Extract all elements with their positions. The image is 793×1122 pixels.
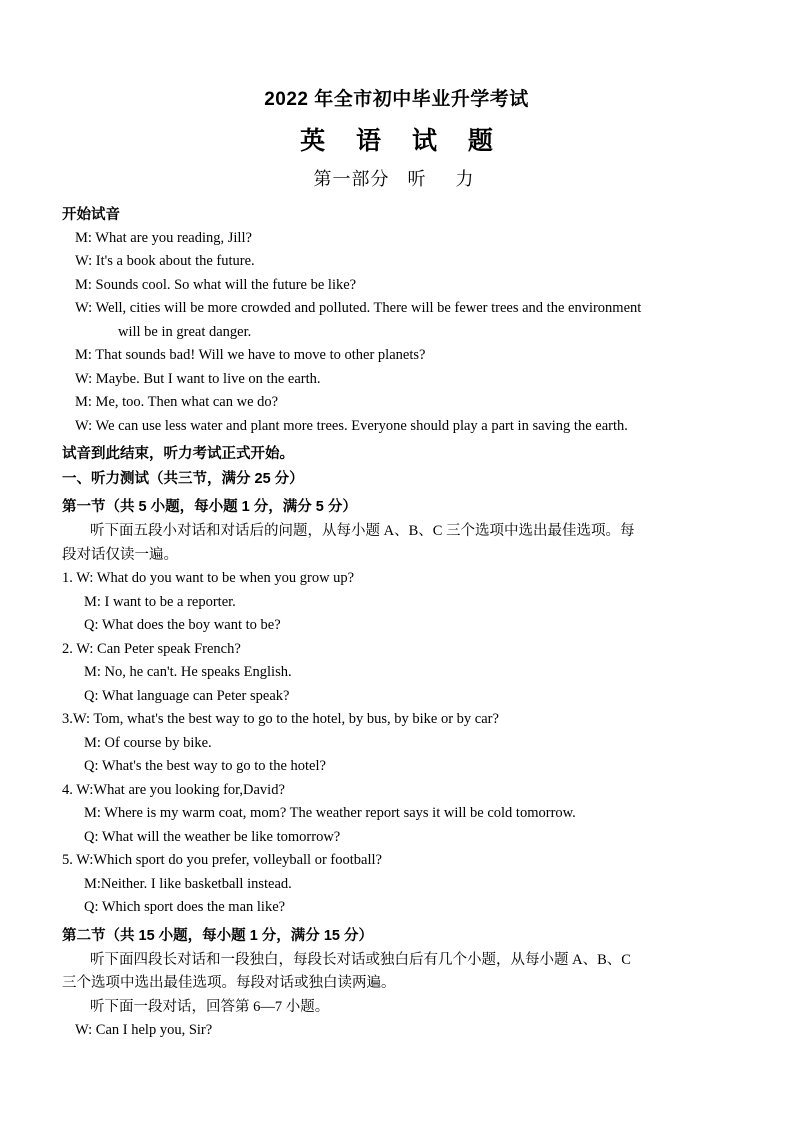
question-prompt: 2. W: Can Peter speak French? <box>62 640 241 657</box>
question-reply: M: Of course by bike. <box>84 734 212 751</box>
part-label: 第一部分 <box>313 169 390 189</box>
part-name: 听 力 <box>407 169 480 189</box>
section-one-heading: 一、听力测试（共三节，满分 25 分） <box>62 471 304 488</box>
question-question: Q: What will the weather be like tomorrow? <box>84 828 341 845</box>
part-two-instruction: 听下面四段长对话和一段独白，每段长对话或独白后有几个小题，从每小题 A、B、C <box>90 952 631 968</box>
part-two-instruction-cont: 三个选项中选出最佳选项。每段对话或独白读两遍。 <box>62 975 396 992</box>
question-reply: M: No, he can't. He speaks English. <box>84 664 292 681</box>
part-one-instruction-cont: 段对话仅读一遍。 <box>62 546 178 563</box>
dialog-line: M: What are you reading, Jill? <box>75 230 252 246</box>
subject-title: 英 语 试 题 <box>300 127 505 155</box>
part-one-instruction: 听下面五段小对话和对话后的问题，从每小题 A、B、C 三个选项中选出最佳选项。每 <box>90 523 635 540</box>
dialog-line: W: It's a book about the future. <box>75 253 255 270</box>
dialog-line: W: We can use less water and plant more trees. Everyone should play a part in saving the earth. <box>75 417 628 434</box>
part-heading <box>62 165 731 191</box>
dialog-line: M: Sounds cool. So what will the future be like? <box>75 276 357 293</box>
question-question: Q: Which sport does the man like? <box>84 899 286 916</box>
question-prompt: 3.W: Tom, what's the best way to go to the hotel, by bus, by bike or by car? <box>62 711 499 728</box>
start-audio-label: 开始试音 <box>62 207 120 223</box>
test-start-note: 试音到此结束，听力考试正式开始。 <box>62 446 294 463</box>
question-question: Q: What language can Peter speak? <box>84 687 290 704</box>
dialog-line: W: Maybe. But I want to live on the earth. <box>75 370 321 387</box>
dialog-line-continuation: will be in great danger. <box>118 323 252 340</box>
question-question: Q: What does the boy want to be? <box>84 617 281 634</box>
question-reply: M:Neither. I like basketball instead. <box>84 875 292 892</box>
questions-1-5 <box>62 567 731 919</box>
question-question: Q: What's the best way to go to the hotel? <box>84 758 326 775</box>
part-two-heading: 第二节（共 15 小题，每小题 1 分，满分 15 分） <box>62 927 373 944</box>
part-two-subinstruction: 听下面一段对话，回答第 6—7 小题。 <box>90 998 330 1015</box>
question-prompt: 1. W: What do you want to be when you grow up? <box>62 570 355 587</box>
dialog-line: M: Me, too. Then what can we do? <box>75 394 279 411</box>
question-reply: M: Where is my warm coat, mom? The weather report says it will be cold tomorrow. <box>84 805 576 822</box>
part-one-heading: 第一节（共 5 小题，每小题 1 分，满分 5 分） <box>62 498 357 515</box>
dialog-line: W: Well, cities will be more crowded and polluted. There will be fewer trees and the environment <box>75 300 642 317</box>
warmup-dialog <box>62 227 731 438</box>
question-prompt: 4. W:What are you looking for,David? <box>62 781 285 798</box>
page-title: 2022 年全市初中毕业升学考试 <box>264 89 529 110</box>
question-prompt: 5. W:Which sport do you prefer, volleyball or football? <box>62 852 382 869</box>
question-reply: M: I want to be a reporter. <box>84 593 236 610</box>
dialog-line: W: Can I help you, Sir? <box>75 1022 213 1039</box>
dialog-line: M: That sounds bad! Will we have to move to other planets? <box>75 347 426 364</box>
